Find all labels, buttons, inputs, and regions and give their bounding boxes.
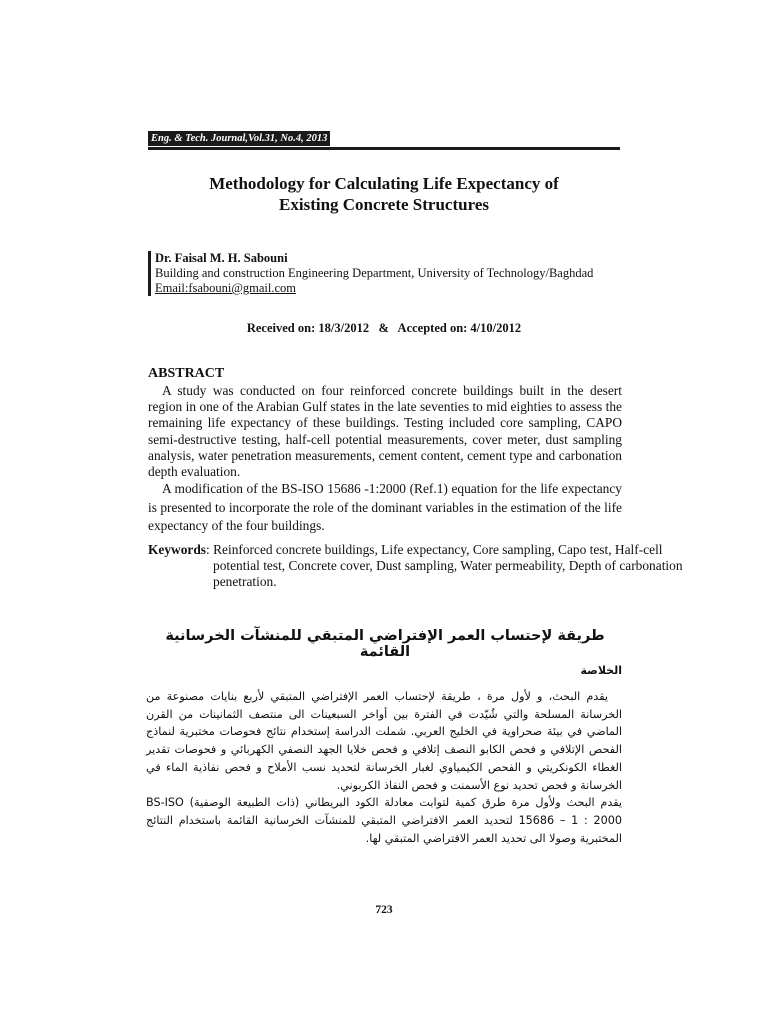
arabic-abstract-body [146, 688, 622, 847]
arabic-abstract-heading: الخلاصة [580, 664, 622, 677]
page-number: 723 [375, 904, 393, 916]
abstract-paragraph-2: A modification of the BS-ISO 15686 -1:2000 (Ref.1) equation for the life expectancy is presented to incorporate the role of the dominant variables in the estimation of the life expectancy of the four buildings. [148, 481, 622, 534]
journal-citation: Eng. & Tech. Journal,Vol.31, No.4, 2013 [148, 131, 330, 146]
author-email[interactable]: Email:fsabouni@gmail.com [155, 281, 296, 295]
author-name: Dr. Faisal M. H. Sabouni [155, 251, 288, 265]
author-affiliation: Building and construction Engineering Department, University of Technology/Baghdad [155, 266, 594, 280]
abstract-paragraph-1: A study was conducted on four reinforced concrete buildings built in the desert region in one of the Arabian Gulf states in the late seventies to mid eighties to assess the remaining life expectancy of these buildings. Testing included core sampling, CAPO semi-destructive testing, half-cell potential measurements, cover meter, dust sampling analysis, water penetration measurements, cement content, cement type and carbonation depth evaluation. [148, 383, 622, 480]
arabic-paragraph-2: يقدم البحث ولأول مرة طرق كمية لتوابت معادلة الكود البريطاني (ذات الطبيعة الوصفية) BS-ISO 15686 – 1 : 2000 لتحديد العمر الافتراضي المتبقي للمنشآت الخرسانية القائمة باستخدام النتائج المختبرية وصولا الى تحديد العمر الافتراضي المتبقي لها. [146, 796, 622, 845]
paper-title-line-2: Existing Concrete Structures [279, 195, 489, 214]
paper-title-line-1: Methodology for Calculating Life Expectancy of [209, 174, 559, 193]
paper-title [148, 173, 620, 215]
arabic-title: طريقة لإحتساب العمر الإفتراضي المتبقي للمنشآت الخرسانية القائمة [165, 628, 605, 660]
received-accepted-dates: Received on: 18/3/2012 & Accepted on: 4/10/2012 [246, 321, 522, 335]
author-block [148, 251, 635, 296]
arabic-paragraph-1: يقدم البحث، و لأول مرة ، طريقة لإحتساب العمر الإفتراضي المتبقي لأربع بنايات مصنوعة من الخرسانة المسلحة والتي شُيّدت في الفترة بين أواخر السبعينات الى منتصف الثمانينات من القرن الماضي في بيئة صحراوية في الخليج العربي. شملت الدراسة إستخدام نتائج فحوصات مختبرية لنماذج الفحص الإتلافي و فحص الكابو النصف إتلافي و فحص خلايا الجهد النصفي الكهربائي و فحوصات تقدير الغطاء الكونكريتي و الفحص الكيمياوي لغبار الخرسانة لتحديد نسب الأملاح و فحص نفاذية الماء في الخرسانة و فحص تحديد نوع الأسمنت و فحص النفاذ الكربوني. [146, 690, 622, 792]
keywords [148, 542, 687, 590]
keywords-label: Keywords [148, 542, 207, 557]
header-rule [148, 147, 620, 150]
abstract-heading: ABSTRACT [148, 366, 225, 381]
keywords-text: : Reinforced concrete buildings, Life expectancy, Core sampling, Capo test, Half-cell potential test, Concrete cover, Dust sampling, Water permeability, Depth of carbonation penetration. [206, 542, 683, 589]
abstract-body [148, 383, 622, 536]
